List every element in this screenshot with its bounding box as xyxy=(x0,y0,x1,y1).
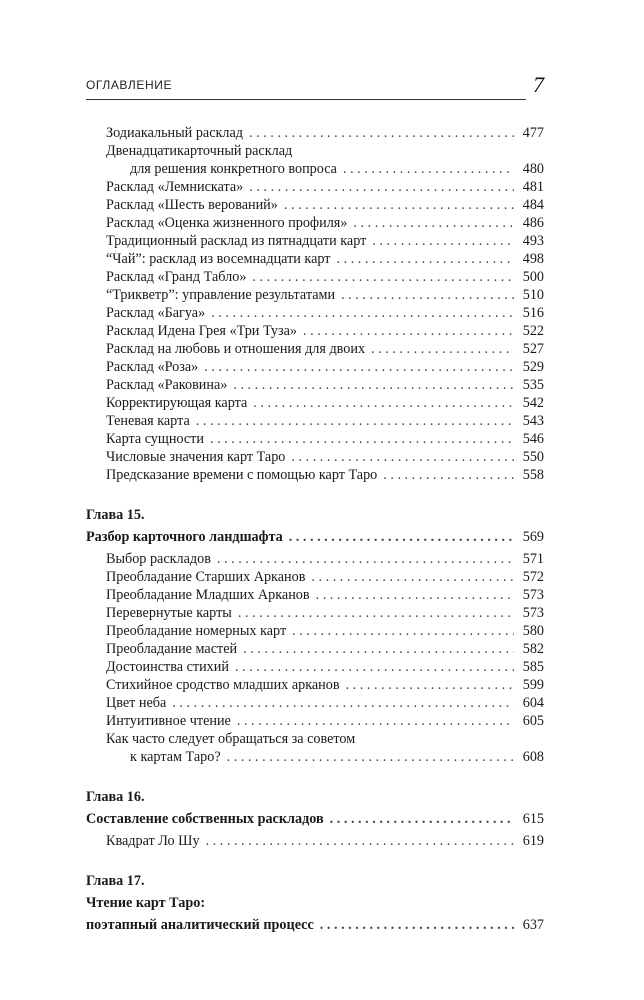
toc-entry: Как часто следует обращаться за советом xyxy=(106,731,356,747)
page-header xyxy=(86,72,544,104)
toc-entry: Расклад Идена Грея «Три Туза» . . . 522 xyxy=(86,322,544,340)
toc-entry: Расклад «Раковина» . . . 535 xyxy=(86,376,544,394)
toc-entry: Преобладание Младших Арканов . . . 573 xyxy=(86,586,544,604)
toc-entry: Цвет неба . . . 604 xyxy=(86,694,544,712)
toc-entry: для решения конкретного вопроса . . . 480 xyxy=(86,160,544,178)
toc-entry: Стихийное сродство младших арканов . . . 599 xyxy=(86,676,544,694)
toc-entry: Расклад «Гранд Табло» . . . 500 xyxy=(86,268,544,286)
toc-entry: Расклад «Роза» . . . 529 xyxy=(86,358,544,376)
toc-entry: “Трикветр”: управление результатами . . . 510 xyxy=(86,286,544,304)
toc-entry: Расклад «Лемниската» . . . 481 xyxy=(86,178,544,196)
chapter-title: Чтение карт Таро: xyxy=(86,895,206,911)
chapter-label: Глава 15. xyxy=(86,507,145,523)
chapter-title: Составление собственных раскладов . . . 615 xyxy=(86,810,544,828)
toc-entry: Традиционный расклад из пятнадцати карт . . . 493 xyxy=(86,232,544,250)
toc-entry: Расклад на любовь и отношения для двоих . . . 527 xyxy=(86,340,544,358)
toc-entry: к картам Таро? . . . 608 xyxy=(86,748,544,766)
page-number: 7 xyxy=(533,72,544,97)
toc-entry: Достоинства стихий . . . 585 xyxy=(86,658,544,676)
toc-entry: Зодиакальный расклад . . . 477 xyxy=(86,124,544,142)
table-of-contents xyxy=(86,124,544,934)
toc-entry: Квадрат Ло Шу . . . 619 xyxy=(86,832,544,850)
chapter-title: Разбор карточного ландшафта . . . 569 xyxy=(86,528,544,546)
toc-entry: Двенадцатикарточный расклад xyxy=(106,143,293,159)
toc-entry: Интуитивное чтение . . . 605 xyxy=(86,712,544,730)
header-rule xyxy=(86,99,526,100)
chapter-label: Глава 16. xyxy=(86,789,145,805)
toc-entry: Выбор раскладов . . . 571 xyxy=(86,550,544,568)
toc-entry: Теневая карта . . . 543 xyxy=(86,412,544,430)
toc-entry: Корректирующая карта . . . 542 xyxy=(86,394,544,412)
running-head: ОГЛАВЛЕНИЕ xyxy=(86,78,173,92)
toc-entry: Карта сущности . . . 546 xyxy=(86,430,544,448)
toc-entry: Расклад «Багуа» . . . 516 xyxy=(86,304,544,322)
toc-entry: Расклад «Шесть верований» . . . 484 xyxy=(86,196,544,214)
toc-entry: Числовые значения карт Таро . . . 550 xyxy=(86,448,544,466)
toc-entry: “Чай”: расклад из восемнадцати карт . . . 498 xyxy=(86,250,544,268)
toc-entry: Преобладание Старших Арканов . . . 572 xyxy=(86,568,544,586)
toc-entry: Преобладание номерных карт . . . 580 xyxy=(86,622,544,640)
toc-entry: Перевернутые карты . . . 573 xyxy=(86,604,544,622)
chapter-title: поэтапный аналитический процесс . . . 637 xyxy=(86,916,544,934)
toc-entry: Расклад «Оценка жизненного профиля» . . . 486 xyxy=(86,214,544,232)
toc-entry: Преобладание мастей . . . 582 xyxy=(86,640,544,658)
chapter-label: Глава 17. xyxy=(86,873,145,889)
toc-entry: Предсказание времени с помощью карт Таро . . . 558 xyxy=(86,466,544,484)
